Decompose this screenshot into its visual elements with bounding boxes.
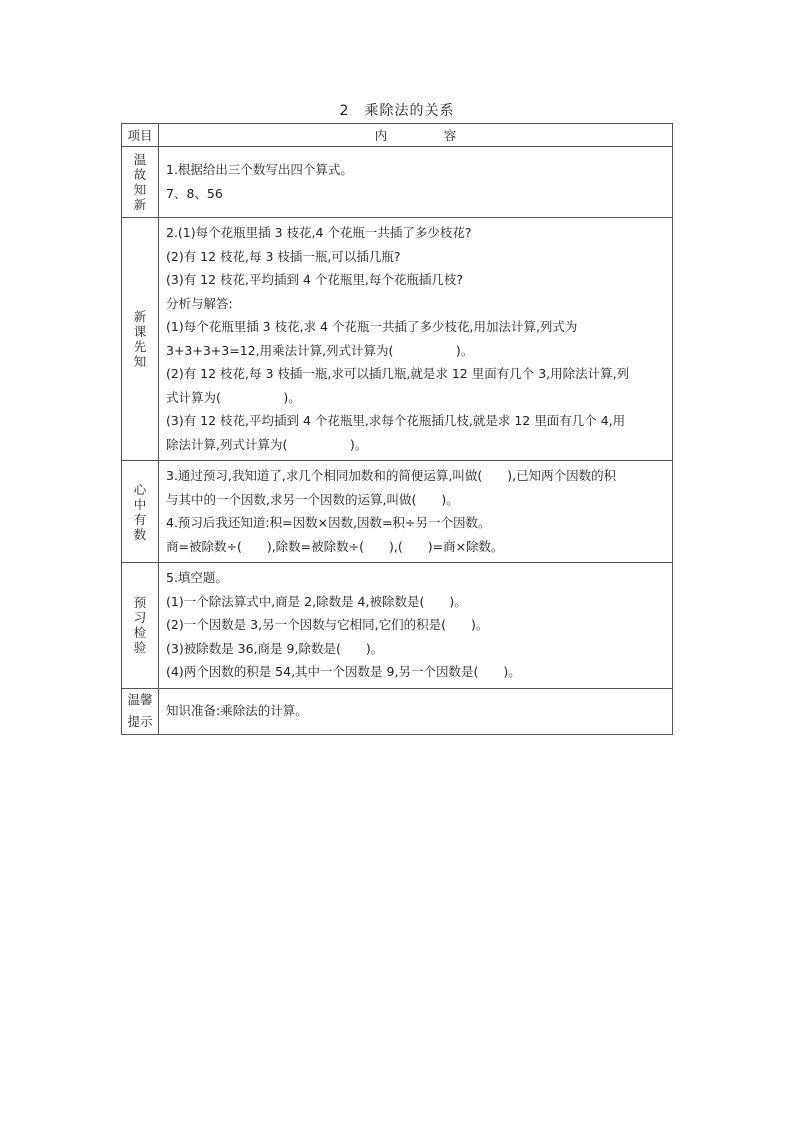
question-line: 3+3+3+3=12,用乘法计算,列式计算为( )。 xyxy=(166,342,474,358)
question-line: 3.通过预习,我知道了,求几个相同加数和的简便运算,叫做( ),已知两个因数的积 xyxy=(166,468,617,483)
question-line: 式计算为( )。 xyxy=(166,389,301,405)
question-line: (2)一个因数是 3,另一个因数与它相同,它们的积是( )。 xyxy=(166,617,489,632)
question-line: (4)两个因数的积是 54,其中一个因数是 9,另一个因数是( )。 xyxy=(166,664,521,679)
section-content-review xyxy=(159,147,673,218)
question-line: (2)有 12 枝花,每 3 枝插一瓶,可以插几瓶? xyxy=(166,248,401,264)
section-tips xyxy=(122,688,673,734)
section-label-in-mind: 心中有数 xyxy=(122,461,159,563)
question-line: 5.填空题。 xyxy=(166,570,228,585)
section-content-in-mind xyxy=(159,461,673,563)
section-content-tips xyxy=(159,688,673,734)
section-label-check: 预习检验 xyxy=(122,563,159,689)
question-line: 与其中的一个因数,求另一个因数的运算,叫做( )。 xyxy=(166,491,459,507)
question-line: 2.(1)每个花瓶里插 3 枝花,4 个花瓶一共插了多少枝花? xyxy=(166,225,472,240)
question-line: (3)有 12 枝花,平均插到 4 个花瓶里,每个花瓶插几枝? xyxy=(166,272,464,287)
question-line: 分析与解答: xyxy=(166,295,233,311)
section-label-tips: 温馨提示 xyxy=(122,688,159,734)
section-check xyxy=(122,563,673,689)
section-new-lesson xyxy=(122,218,673,461)
question-line: 商=被除数÷( ),除数=被除数÷( ),( )=商×除数。 xyxy=(166,538,504,554)
table-header-row xyxy=(122,124,673,147)
section-label-review: 温故知新 xyxy=(122,147,159,218)
question-line: 4.预习后我还知道:积=因数×因数,因数=积÷另一个因数。 xyxy=(166,515,491,530)
question-line: 除法计算,列式计算为( )。 xyxy=(166,436,368,452)
section-content-new-lesson xyxy=(159,218,673,461)
header-item: 项目 xyxy=(122,124,159,147)
question-line: (1)每个花瓶里插 3 枝花,求 4 个花瓶一共插了多少枝花,用加法计算,列式为 xyxy=(166,319,578,334)
header-content: 内 容 xyxy=(159,124,673,147)
question-line: (2)有 12 枝花,每 3 枝插一瓶,求可以插几瓶,就是求 12 里面有几个 3,用除法计算,列 xyxy=(166,366,630,381)
question-line: (3)被除数是 36,商是 9,除数是( )。 xyxy=(166,640,384,656)
worksheet-table xyxy=(121,123,673,735)
section-review xyxy=(122,147,673,218)
question-line: 7、8、56 xyxy=(166,185,223,201)
question-line: (3)有 12 枝花,平均插到 4 个花瓶里,求每个花瓶插几枝,就是求 12 里面有几个 4,用 xyxy=(166,413,626,428)
section-content-check xyxy=(159,563,673,689)
question-line: (1)一个除法算式中,商是 2,除数是 4,被除数是( )。 xyxy=(166,593,467,609)
section-label-new-lesson: 新课先知 xyxy=(122,218,159,461)
question-line: 1.根据给出三个数写出四个算式。 xyxy=(166,162,353,177)
question-line: 知识准备:乘除法的计算。 xyxy=(166,702,308,718)
page-title: 2 乘除法的关系 xyxy=(339,103,455,119)
section-in-mind xyxy=(122,461,673,563)
